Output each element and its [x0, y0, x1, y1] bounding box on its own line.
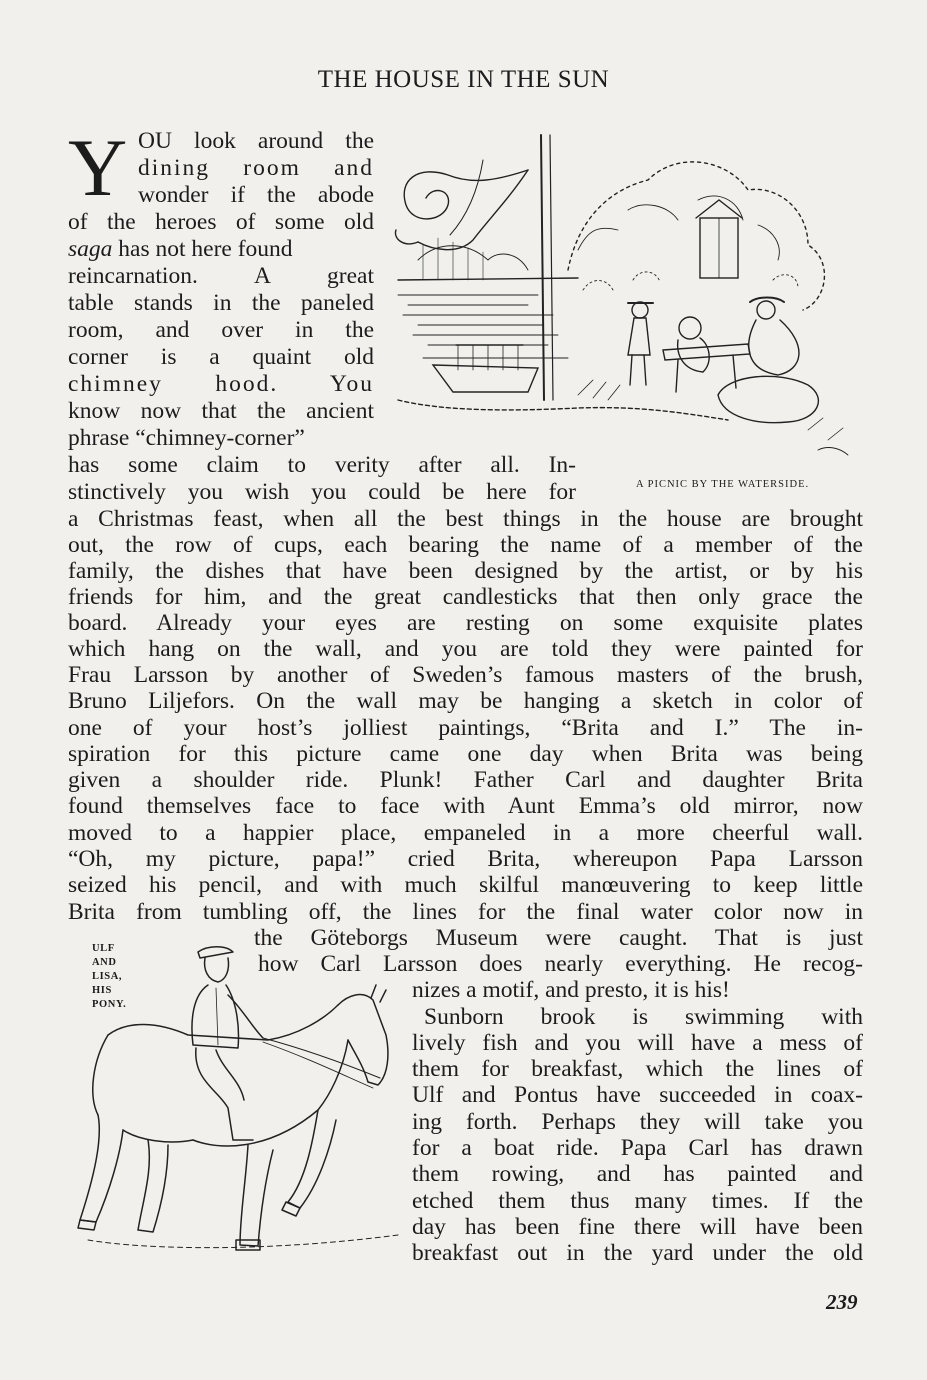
text-line: which hang on the wall, and you are told they were painted for	[68, 636, 863, 662]
text-line: reincarnation. A great	[68, 263, 374, 289]
text-line: friends for him, and the great candlesticks that then only grace the	[68, 584, 863, 610]
text-line: for a boat ride. Papa Carl has drawn	[412, 1135, 863, 1161]
text-line: spiration for this picture came one day when Brita was being	[68, 741, 863, 767]
text-line: found themselves face to face with Aunt Emma’s old mirror, now	[68, 793, 863, 819]
text-line: day has been fine there will have been	[412, 1214, 863, 1240]
text-line: moved to a happier place, empaneled in a more cheerful wall.	[68, 820, 863, 846]
text-line: table stands in the paneled	[68, 290, 374, 316]
page-number: 239	[826, 1290, 858, 1314]
text-line: out, the row of cups, each bearing the name of a member of the	[68, 532, 863, 558]
text-line: a Christmas feast, when all the best things in the house are brought	[68, 506, 863, 532]
text-line: seized his pencil, and with much skilful manœuvering to keep little	[68, 872, 863, 898]
text-line: phrase “chimney-corner”	[68, 425, 305, 451]
text-line: board. Already your eyes are resting on some exquisite plates	[68, 610, 863, 636]
text-line: family, the dishes that have been designed by the artist, or by his	[68, 558, 863, 584]
picnic-illustration	[378, 130, 868, 470]
italic-word: saga	[68, 236, 113, 262]
text-line: etched them thus many times. If the	[412, 1188, 863, 1214]
running-head: THE HOUSE IN THE SUN	[317, 66, 610, 93]
caption-line: AND	[92, 957, 117, 968]
text-line: corner is a quaint old	[68, 344, 374, 370]
caption-line: PONY.	[92, 999, 127, 1010]
text-line	[68, 236, 374, 262]
text-line: Sunborn brook is swimming with	[424, 1004, 863, 1030]
text-line: know now that the ancient	[68, 398, 374, 424]
text-line: them rowing, and has painted and	[412, 1161, 863, 1187]
pony-caption	[92, 942, 126, 1012]
text-line: of the heroes of some old	[68, 209, 374, 235]
drop-cap: Y	[68, 122, 128, 213]
text-line: breakfast out in the yard under the old	[412, 1240, 863, 1266]
caption-line: HIS	[92, 985, 112, 996]
text-line: given a shoulder ride. Plunk! Father Carl and daughter Brita	[68, 767, 863, 793]
text-line: “Oh, my picture, papa!” cried Brita, whereupon Papa Larsson	[68, 846, 863, 872]
text-line: them for breakfast, which the lines of	[412, 1056, 863, 1082]
text-line: nizes a motif, and presto, it is his!	[412, 977, 730, 1003]
text-line: Ulf and Pontus have succeeded in coax-	[412, 1082, 863, 1108]
text-line: ing forth. Perhaps they will take you	[412, 1109, 863, 1135]
text-line: has some claim to verity after all. In-	[68, 452, 576, 478]
caption-line: LISA,	[92, 971, 123, 982]
text-line: lively fish and you will have a mess of	[412, 1030, 863, 1056]
text-line: how Carl Larsson does nearly everything. He recog-	[258, 951, 863, 977]
caption-line: ULF	[92, 943, 115, 954]
text-line: chimney hood. You	[68, 371, 374, 397]
text-line: Frau Larsson by another of Sweden’s famous masters of the brush,	[68, 662, 863, 688]
text-line: Brita from tumbling off, the lines for the final water color now in	[68, 899, 863, 925]
text-line: room, and over in the	[68, 317, 374, 343]
text-line: one of your host’s jolliest paintings, “Brita and I.” The in-	[68, 715, 863, 741]
text-line: the Göteborgs Museum were caught. That is just	[254, 925, 863, 951]
text-line: Bruno Liljefors. On the wall may be hanging a sketch in color of	[68, 688, 863, 714]
text-line: wonder if the abode	[138, 182, 374, 208]
text-line: dining room and	[138, 155, 374, 181]
text-fragment: has not here found	[112, 236, 293, 262]
text-line: stinctively you wish you could be here for	[68, 479, 576, 505]
text-line: OU look around the	[138, 128, 374, 154]
picnic-caption: A PICNIC BY THE WATERSIDE.	[636, 479, 810, 490]
